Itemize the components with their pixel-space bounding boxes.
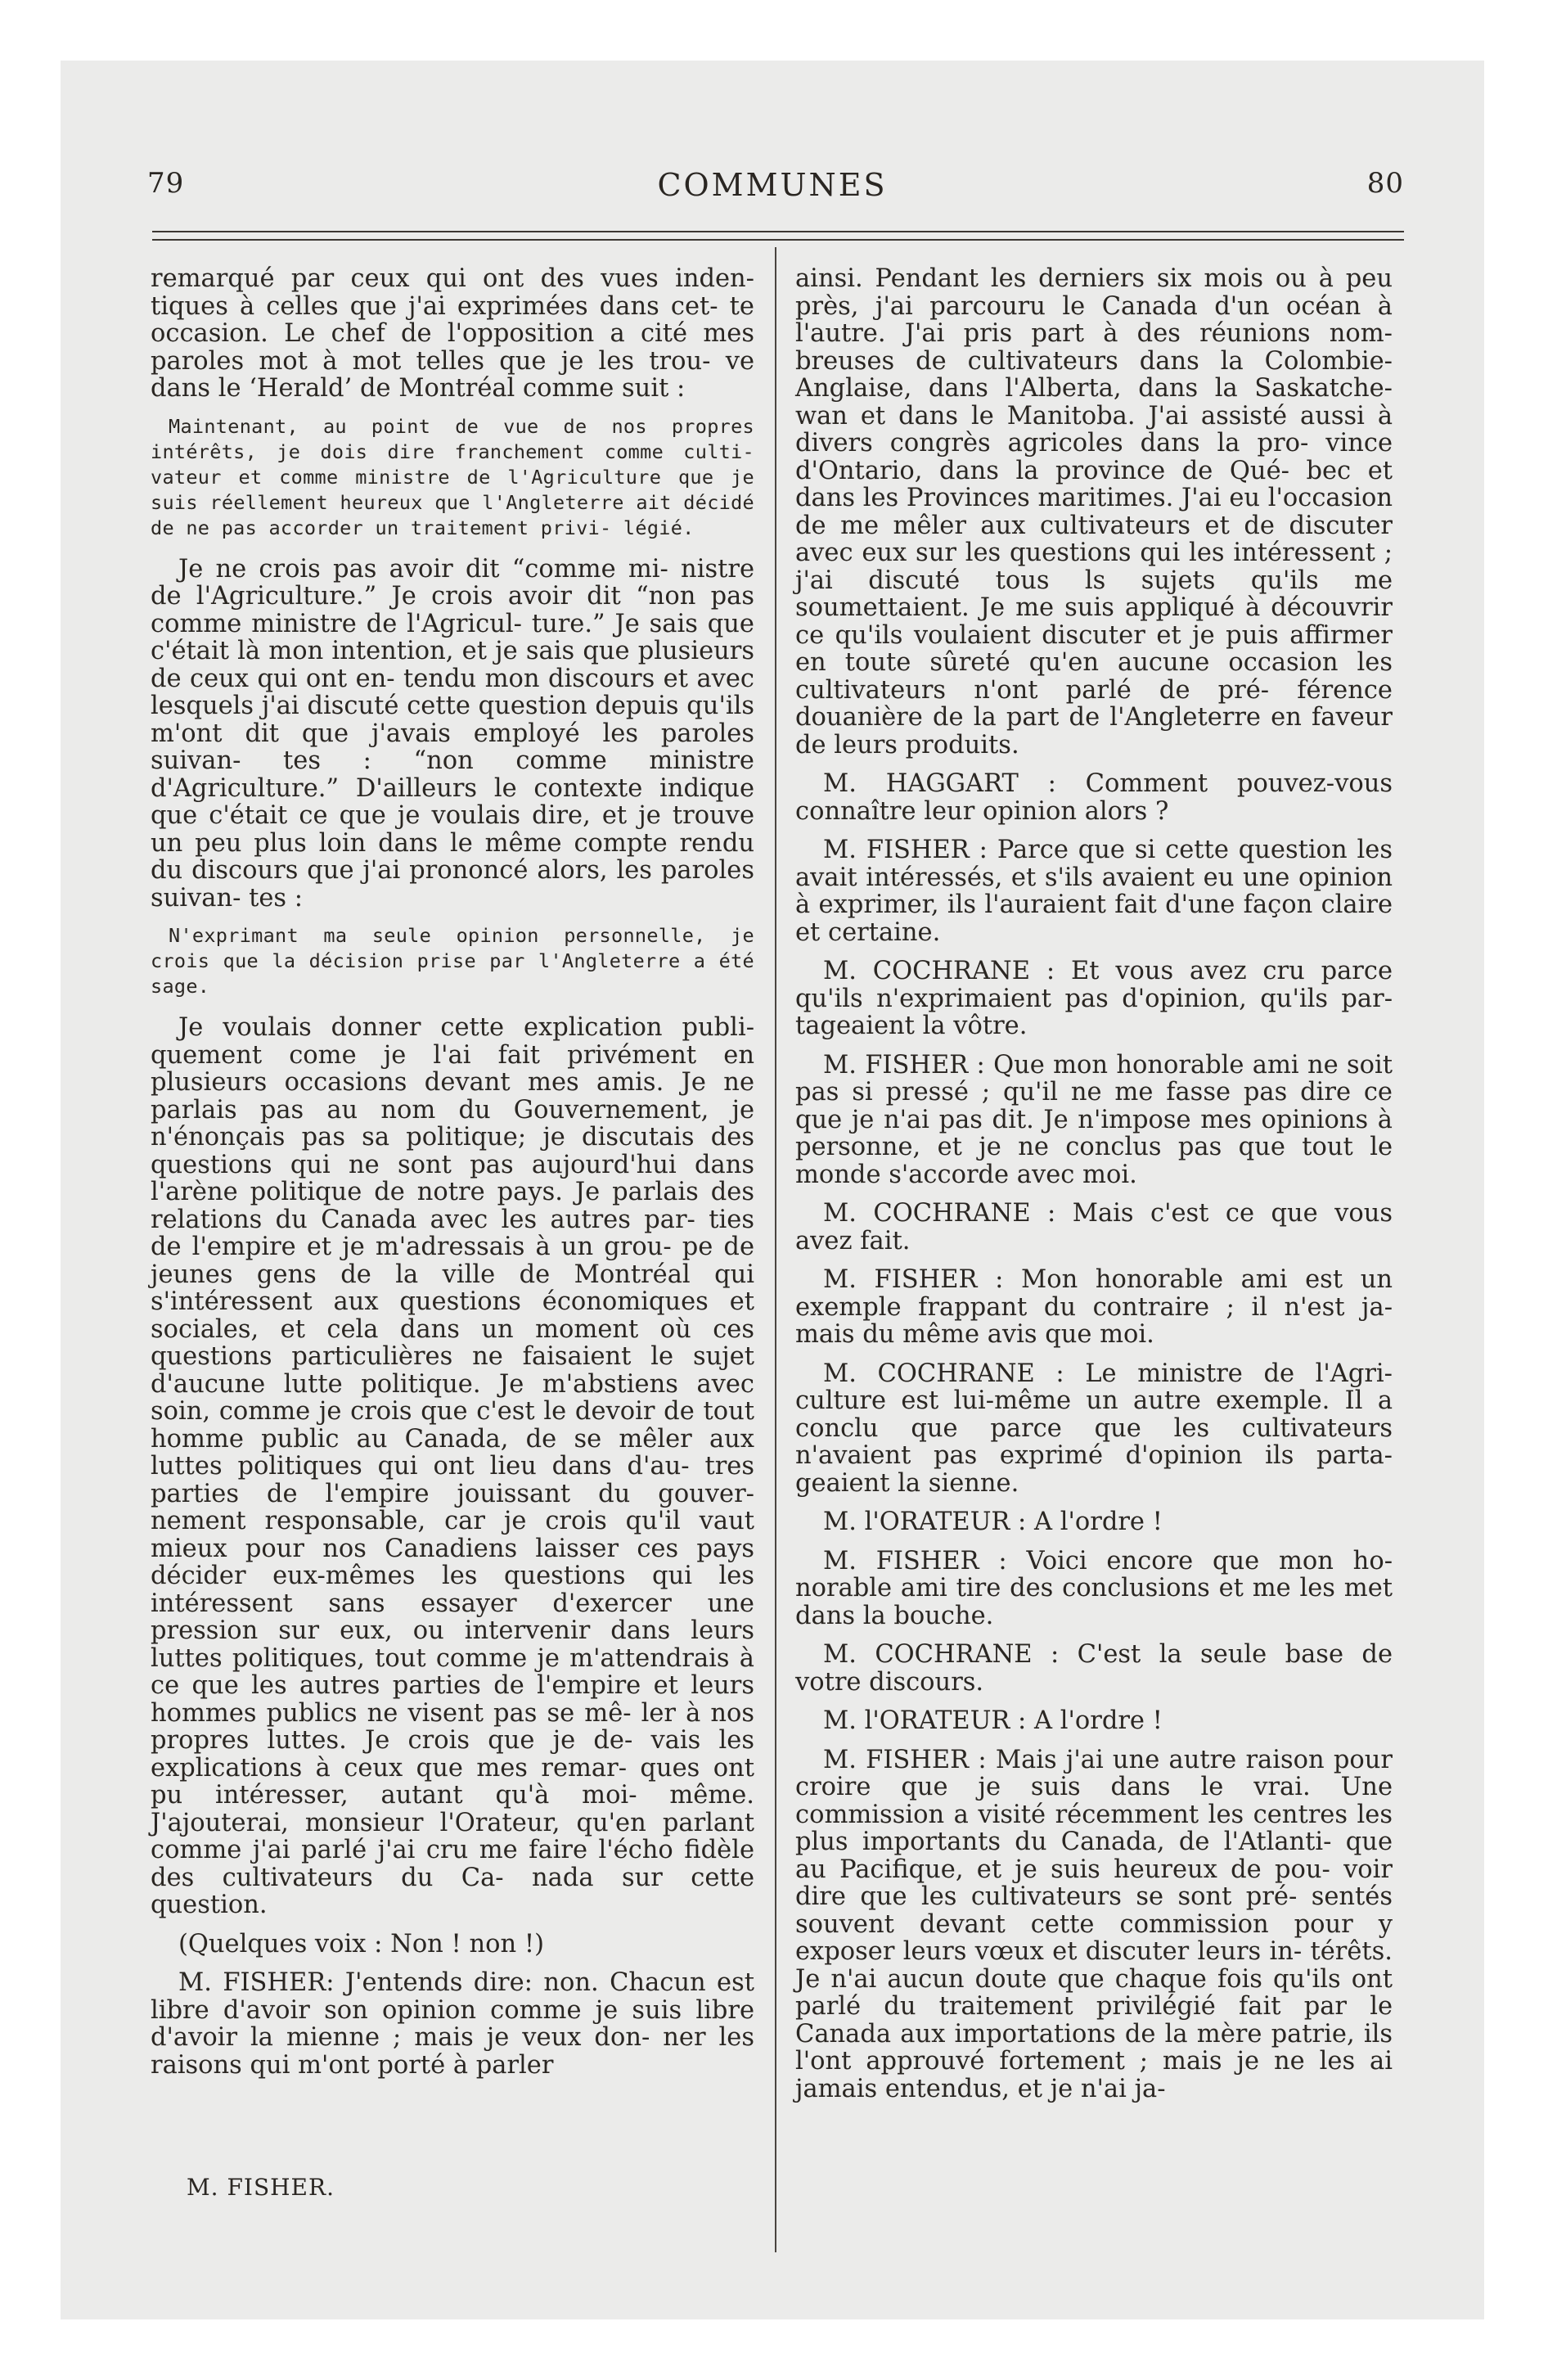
- speech-paragraph: M. COCHRANE : Le ministre de l'Agri- culture est lui-même un autre exemple. Il a conclu que parce que les cultivateurs n'avaient pas exprimé d'opinion ils parta- geaient la sienne.: [795, 1359, 1393, 1498]
- left-column: [151, 265, 754, 2090]
- right-column: [795, 265, 1393, 2114]
- paragraph: Je ne crois pas avoir dit “comme mi- nistre de l'Agriculture.” Je crois avoir dit “non pas comme ministre de l'Agricul- ture.” Je sais que c'était là mon intention, et je sais que plusieurs de ceux qui ont en- tendu mon discours et avec lesquels j'ai discuté cette question depuis qu'ils m'ont dit que j'avais employé les paroles suivan- tes : “non comme ministre d'Agriculture.” D'ailleurs le contexte indique que c'était ce que je voulais dire, et je trouve un peu plus loin dans le même compte rendu du discours que j'ai prononcé alors, les paroles suivan- tes :: [151, 554, 754, 913]
- speech-paragraph: M. l'ORATEUR : A l'ordre !: [823, 1706, 1163, 1735]
- paragraph: ainsi. Pendant les derniers six mois ou à peu près, j'ai parcouru le Canada d'un océan à l'autre. J'ai pris part à des réunions nom- breuses de cultivateurs dans la Colombie- Anglaise, dans l'Alberta, dans la Saskatche- wan et dans le Manitoba. J'ai assisté aussi à divers congrès agricoles dans la pro- vince d'Ontario, dans la province de Qué- bec et dans les Provinces maritimes. J'ai eu l'occasion de me mêler aux cultivateurs et de discuter avec eux sur les questions qui les intéressent ; j'ai discuté tous ls sujets qu'ils me soumettaient. Je me suis appliqué à découvrir ce qu'ils voulaient discuter et je puis affirmer en toute sûreté qu'en aucune occasion les cultivateurs n'ont parlé de pré- férence douanière de la part de l'Angleterre en faveur de leurs produits.: [795, 264, 1393, 760]
- footer-speaker: M. FISHER.: [187, 2174, 335, 2201]
- page-number-right: 80: [1366, 167, 1404, 200]
- header-double-rule: [152, 231, 1404, 241]
- speech-paragraph: M. COCHRANE : Et vous avez cru parce qu'ils n'exprimaient pas d'opinion, qu'ils par- tageaient la vôtre.: [795, 957, 1393, 1040]
- page-header: [61, 167, 1484, 216]
- speech-paragraph: M. FISHER : Voici encore que mon ho- norable ami tire des conclusions et me les met dans la bouche.: [795, 1546, 1393, 1630]
- paragraph: (Quelques voix : Non ! non !): [178, 1929, 544, 1959]
- speech-paragraph: M. l'ORATEUR : A l'ordre !: [823, 1508, 1163, 1536]
- speech-paragraph: M. FISHER : Que mon honorable ami ne soit pas si pressé ; qu'il ne me fasse pas dire ce que je n'ai pas dit. Je n'impose mes opinions à personne, et je ne conclus pas que tout le monde s'accorde avec moi.: [795, 1050, 1393, 1189]
- speech-paragraph: M. COCHRANE : Mais c'est ce que vous avez fait.: [795, 1199, 1393, 1255]
- speech-paragraph: M. HAGGART : Comment pouvez-vous connaître leur opinion alors ?: [795, 769, 1393, 826]
- column-divider: [775, 247, 776, 2252]
- running-title: COMMUNES: [657, 167, 888, 203]
- block-quote: N'exprimant ma seule opinion personnelle, je crois que la décision prise par l'Angleterre a été sage.: [151, 924, 754, 998]
- speech-paragraph: M. FISHER : Mais j'ai une autre raison pour croire que je suis dans le vrai. Une commission a visité récemment les centres les plus importants du Canada, de l'Atlanti- que au Pacifique, et je suis heureux de pou- voir dire que les cultivateurs se sont pré- sentés souvent devant cette commission pour y exposer leurs vœux et discuter leurs in- térêts. Je n'ai aucun doute que chaque fois qu'ils ont parlé du traitement privilégié fait par le Canada aux importations de la mère patrie, ils l'ont approuvé fortement ; mais je ne les ai jamais entendus, et je n'ai ja-: [795, 1745, 1393, 2103]
- page-number-left: 79: [147, 167, 185, 200]
- speech-paragraph: M. FISHER : Parce que si cette question les avait intéressés, et s'ils avaient eu une opinion à exprimer, ils l'auraient fait d'une façon claire et certaine.: [795, 836, 1393, 947]
- block-quote: Maintenant, au point de vue de nos propres intérêts, je dois dire franchement comme culti- vateur et comme ministre de l'Agriculture que je suis réellement heureux que l'Angleterre ait décidé de ne pas accorder un traitement privi- légié.: [151, 414, 754, 539]
- paragraph: M. FISHER: J'entends dire: non. Chacun est libre d'avoir son opinion comme je suis libre d'avoir la mienne ; mais je veux don- ner les raisons qui m'ont porté à parler: [151, 1968, 754, 2080]
- paragraph: Je voulais donner cette explication publi- quement come je l'ai fait privément en plusieurs occasions devant mes amis. Je ne parlais pas au nom du Gouvernement, je n'énonçais pas sa politique; je discutais des questions qui ne sont pas aujourd'hui dans l'arène politique de notre pays. Je parlais des relations du Canada avec les autres par- ties de l'empire et je m'adressais à un grou- pe de jeunes gens de la ville de Montréal qui s'intéressent aux questions économiques et sociales, et cela dans un moment où ces questions particulières ne faisaient le sujet d'aucune lutte politique. Je m'abstiens avec soin, comme je crois que c'est le devoir de tout homme public au Canada, de se mêler aux luttes politiques qui ont lieu dans d'au- tres parties de l'empire jouissant du gouver- nement responsable, car je crois qu'il vaut mieux pour nos Canadiens laisser ces pays décider eux-mêmes les questions qui les intéressent sans essayer d'exercer une pression sur eux, ou intervenir dans leurs luttes politiques, tout comme je m'attendrais à ce que les autres parties de l'empire et leurs hommes publics ne visent pas se mê- ler à nos propres luttes. Je crois que je de- vais les explications à ceux que mes remar- ques ont pu intéresser, autant qu'à moi- même. J'ajouterai, monsieur l'Orateur, qu'en parlant comme j'ai parlé j'ai cru me faire l'écho fidèle des cultivateurs du Ca- nada sur cette question.: [151, 1013, 754, 1919]
- paragraph: remarqué par ceux qui ont des vues inden- tiques à celles que j'ai exprimées dans cet- te occasion. Le chef de l'opposition a cité mes paroles mot à mot telles que je les trou- ve dans le ‘Herald’ de Montréal comme suit :: [151, 264, 754, 403]
- speech-paragraph: M. FISHER : Mon honorable ami est un exemple frappant du contraire ; il n'est ja- mais du même avis que moi.: [795, 1265, 1393, 1349]
- speech-paragraph: M. COCHRANE : C'est la seule base de votre discours.: [795, 1640, 1393, 1697]
- scanned-page: [61, 61, 1484, 2319]
